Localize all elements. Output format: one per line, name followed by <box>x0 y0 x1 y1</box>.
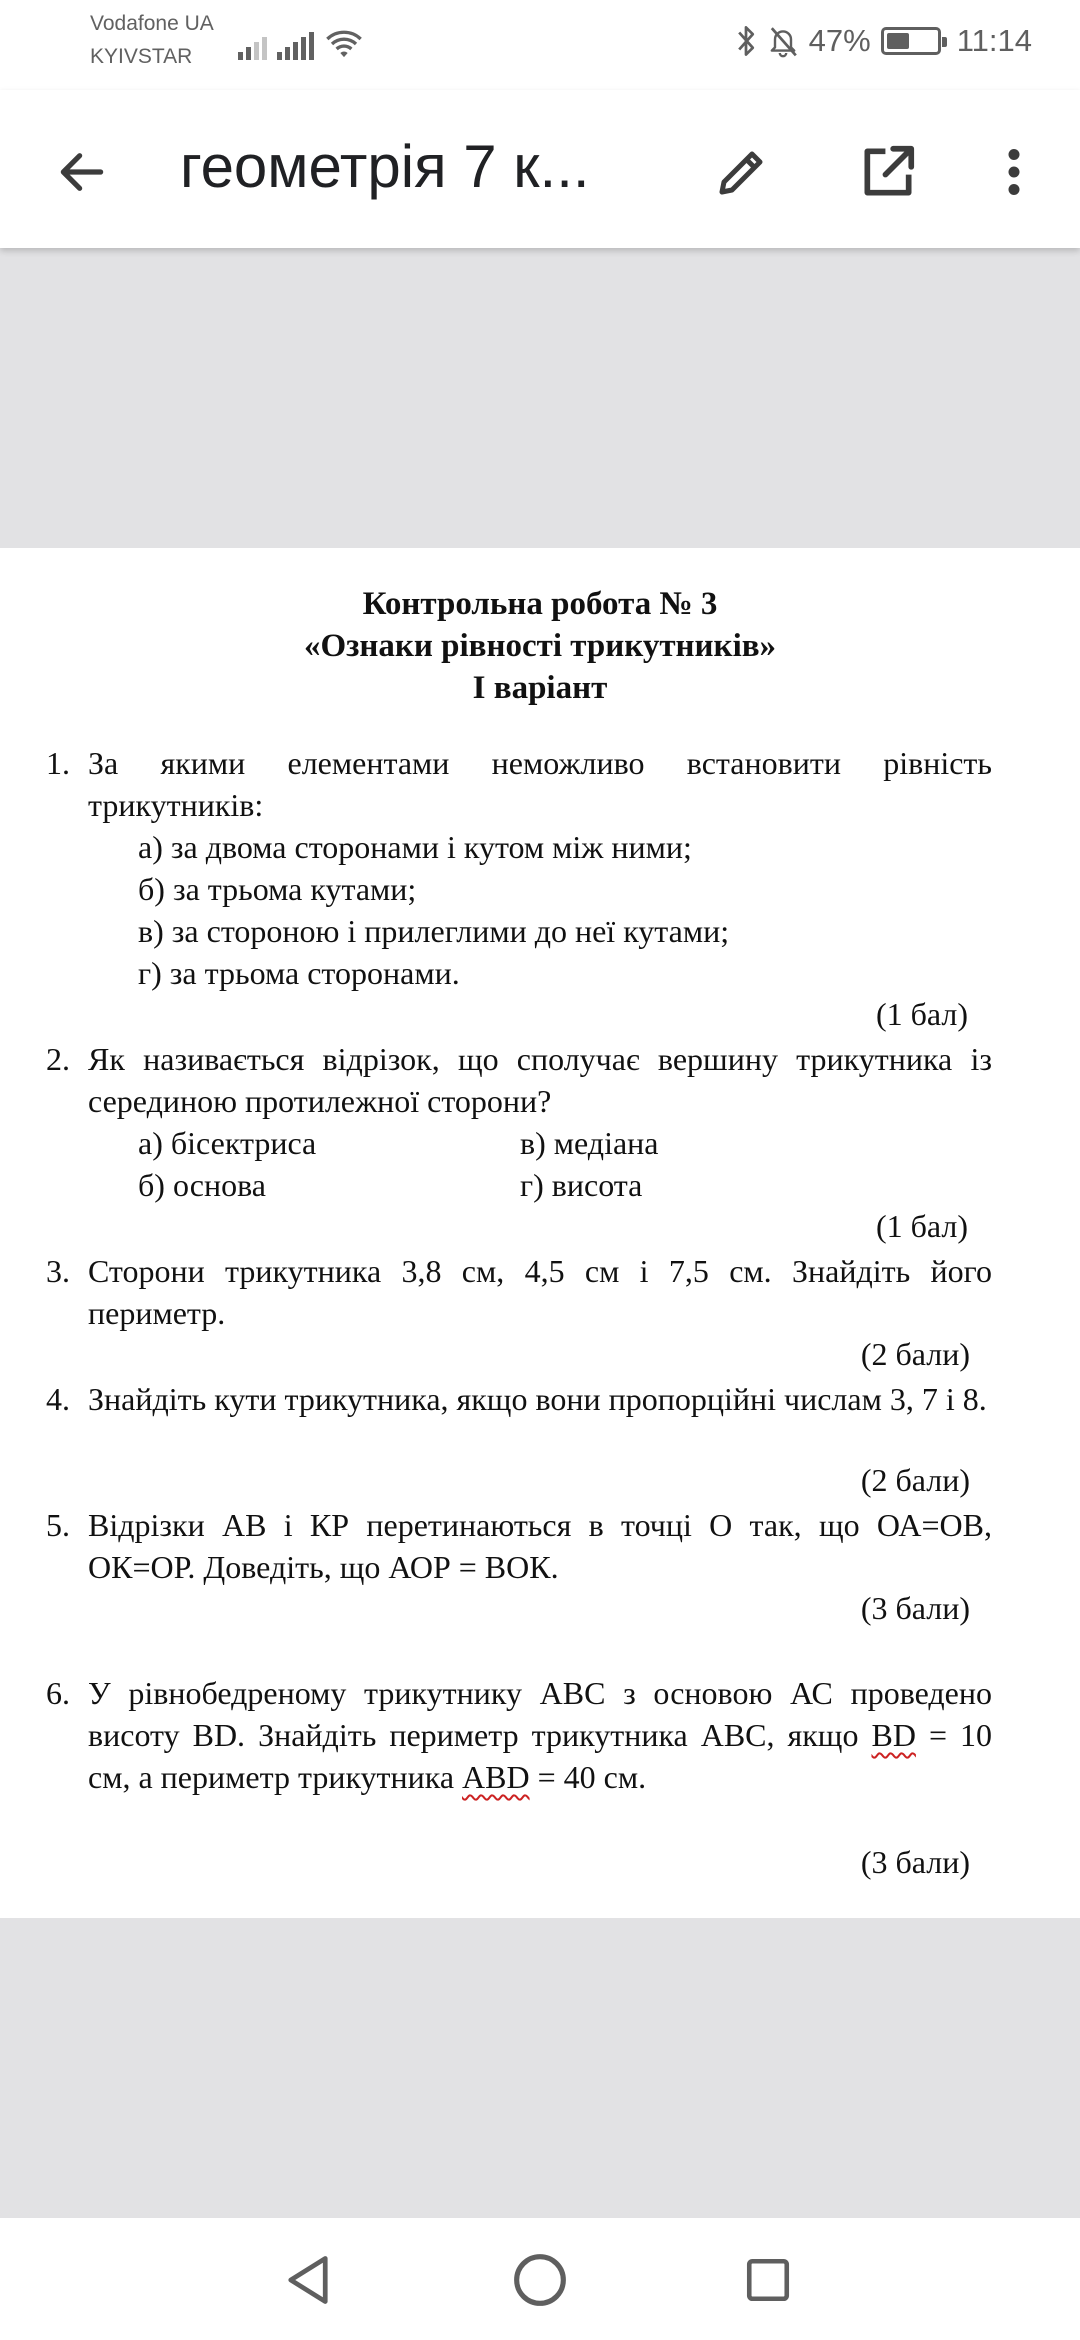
document-page <box>0 548 1080 1918</box>
question-number: 1. <box>46 745 70 781</box>
document-viewer[interactable] <box>0 248 1080 2218</box>
mute-icon <box>767 24 799 58</box>
back-button[interactable] <box>40 130 124 214</box>
status-bar <box>0 0 1080 90</box>
answer-option: б) за трьома кутами; <box>138 871 417 907</box>
answer-option: в) медіана <box>520 1125 659 1161</box>
answer-option: г) висота <box>520 1167 643 1203</box>
answer-option: б) основа <box>138 1167 266 1203</box>
battery-percent: 47% <box>808 23 871 58</box>
question-text <box>88 1672 992 1798</box>
document-title: геометрія 7 к... <box>180 133 590 200</box>
points-label: (1 бал) <box>875 1208 968 1244</box>
more-vert-icon <box>994 142 1034 202</box>
answer-option: а) бісектриса <box>138 1125 317 1161</box>
nav-home-icon <box>512 2252 568 2308</box>
nav-recents-icon <box>743 2255 793 2305</box>
test-title: Контрольна робота № 3 <box>362 586 718 622</box>
question-text-part: У рівнобедреному трикутнику АВС з основою АС проведено висоту BD. Знайдіть периметр трикутника АВС, якщо <box>88 1675 992 1753</box>
segment-bd: BD <box>871 1717 916 1753</box>
nav-recents-button[interactable] <box>728 2240 808 2320</box>
points-label: (1 бал) <box>875 996 968 1032</box>
answer-option: г) за трьома сторонами. <box>138 955 460 991</box>
answer-option: а) за двома сторонами і кутом між ними; <box>138 829 692 865</box>
battery-icon <box>881 27 941 55</box>
battery-fill <box>887 33 910 49</box>
question-text: Сторони трикутника 3,8 см, 4,5 см і 7,5 см. Знайдіть його периметр. <box>88 1253 992 1331</box>
question-text: Відрізки АВ і КР перетинаються в точці О так, що ОА=ОВ, ОК=ОР. Доведіть, що АОР = ВОК. <box>88 1507 992 1585</box>
question-text-part: = 10 см, а периметр трикутника <box>88 1717 993 1795</box>
test-variant: I варіант <box>472 670 608 706</box>
triangle-abd: ABD <box>462 1759 530 1795</box>
question-number: 6. <box>46 1675 70 1711</box>
open-external-icon <box>857 141 919 203</box>
question-text: За якими елементами неможливо встановити рівність трикутників: <box>88 745 992 823</box>
edit-button[interactable] <box>700 130 784 214</box>
points-label: (2 бали) <box>860 1462 970 1498</box>
answer-option: в) за стороною і прилеглими до неї кутами; <box>138 913 730 949</box>
carrier-secondary: KYIVSTAR <box>90 45 193 68</box>
connectivity-icons <box>238 20 364 60</box>
status-right <box>735 18 1032 64</box>
question-text-part: = 40 см. <box>529 1759 647 1795</box>
more-options-button[interactable] <box>972 130 1056 214</box>
nav-back-icon <box>282 2252 334 2308</box>
question-5 <box>46 1504 992 1588</box>
question-text: Знайдіть кути трикутника, якщо вони пропорційні числам 3, 7 і 8. <box>88 1381 987 1417</box>
nav-home-button[interactable] <box>500 2240 580 2320</box>
points-label: (2 бали) <box>860 1336 970 1372</box>
question-number: 5. <box>46 1507 70 1543</box>
question-number: 4. <box>46 1381 70 1417</box>
bluetooth-icon <box>735 24 757 58</box>
question-4 <box>46 1378 992 1420</box>
signal-icon <box>238 32 267 60</box>
wifi-icon <box>324 26 364 60</box>
nav-back-button[interactable] <box>268 2240 348 2320</box>
question-1 <box>46 742 992 826</box>
clock: 11:14 <box>956 23 1032 58</box>
question-2 <box>46 1038 992 1122</box>
points-label: (3 бали) <box>860 1590 970 1626</box>
question-text: Як називається відрізок, що сполучає вершину трикутника із серединою протилежної сторони? <box>88 1041 992 1119</box>
signal-icon <box>277 32 314 60</box>
pencil-icon <box>712 142 772 202</box>
points-label: (3 бали) <box>860 1844 970 1880</box>
carrier-primary: Vodafone UA <box>90 12 214 35</box>
back-arrow-icon <box>54 144 110 200</box>
open-in-new-button[interactable] <box>846 130 930 214</box>
question-number: 3. <box>46 1253 70 1289</box>
app-bar <box>0 90 1080 248</box>
question-6 <box>46 1672 992 1798</box>
navigation-bar <box>0 2218 1080 2340</box>
test-topic: «Ознаки рівності трикутників» <box>303 628 777 664</box>
question-number: 2. <box>46 1041 70 1077</box>
question-3 <box>46 1250 992 1334</box>
